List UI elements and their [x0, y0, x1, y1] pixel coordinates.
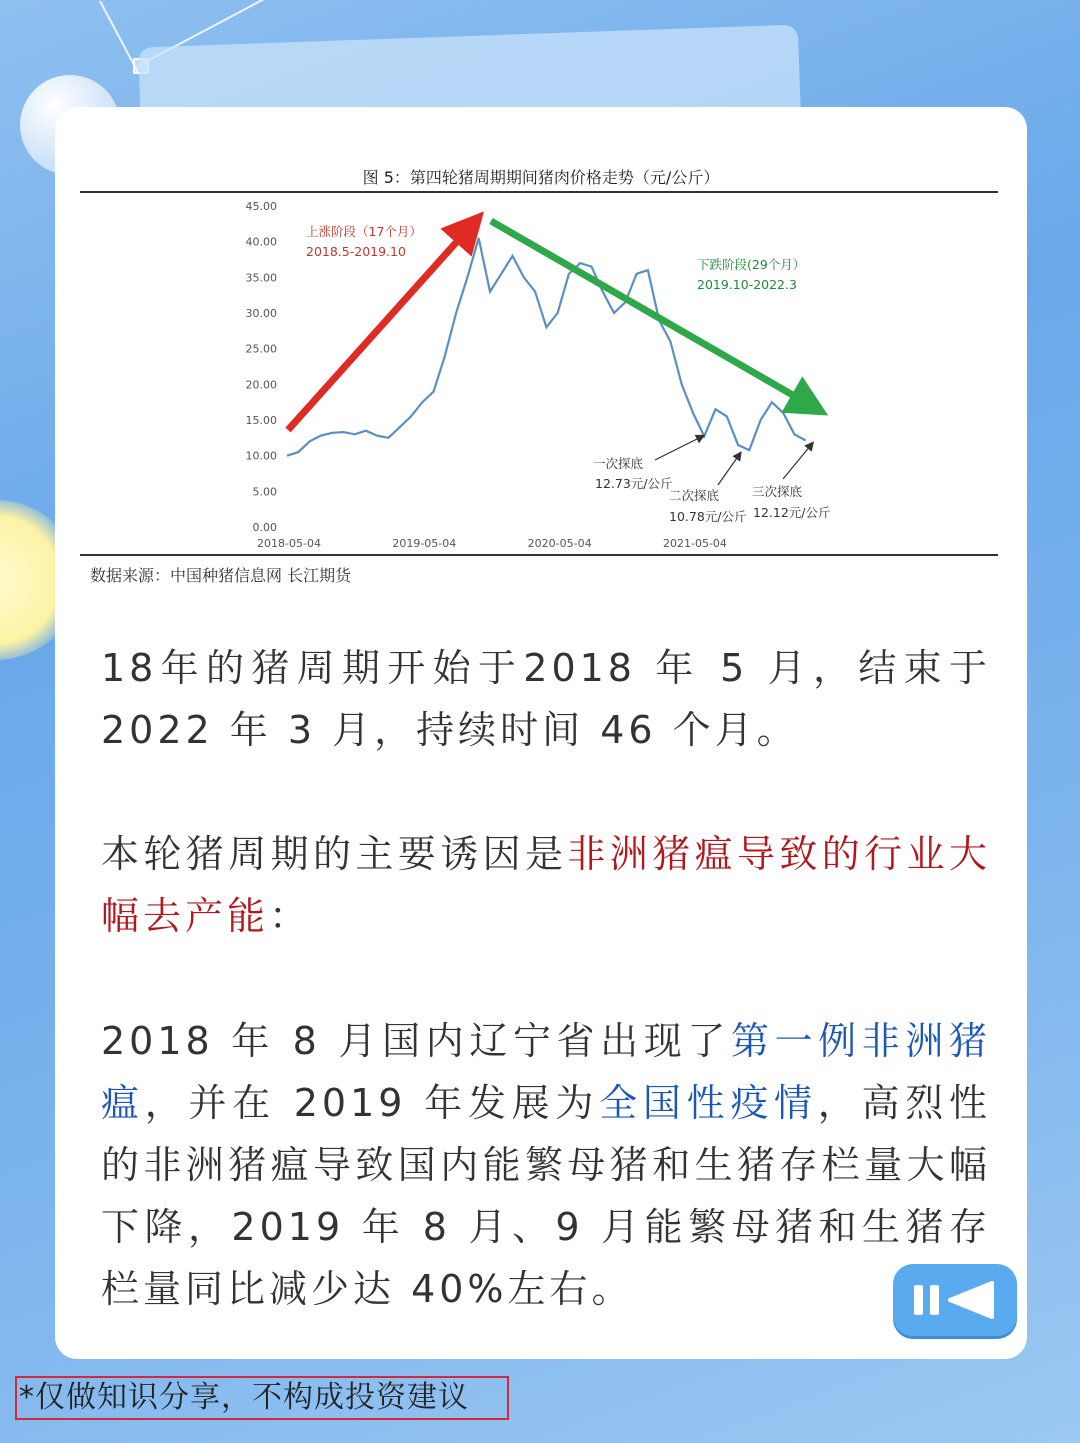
y-tick-label: 30.00: [245, 307, 277, 320]
y-tick-label: 40.00: [245, 235, 277, 249]
chart-figure: [55, 107, 1027, 607]
paragraph-cycle-duration: [101, 637, 991, 761]
chart-source: 数据来源：中国种猪信息网 长江期货: [90, 566, 352, 585]
details-text-a: 2018 年 8 月国内辽宁省出现了: [101, 1019, 731, 1063]
annotation-trough-2: 二次探底: [669, 488, 720, 503]
annotation-trough-1-value: 12.73元/公斤: [595, 476, 673, 491]
cause-highlight: 非洲猪瘟导致的行业大幅去产能: [101, 832, 991, 938]
details-highlight-national: 全国性疫情: [599, 1081, 818, 1125]
annotation-rise-period: 2018.5-2019.10: [306, 244, 406, 259]
trough-3-pointer: [783, 445, 811, 479]
cause-colon: ：: [269, 894, 312, 938]
annotation-rise-stage: 上涨阶段（17个月）: [306, 224, 422, 239]
y-tick-label: 0.00: [252, 521, 277, 534]
disclaimer: *仅做知识分享，不构成投资建议: [15, 1376, 509, 1420]
cause-text: 本轮猪周期的主要诱因是: [101, 832, 568, 876]
chart-title: 图 5：第四轮猪周期期间猪肉价格走势（元/公斤）: [362, 168, 720, 187]
y-tick-label: 35.00: [245, 271, 277, 285]
price-chart: [55, 107, 1027, 607]
y-tick-label: 45.00: [245, 200, 277, 213]
details-text-c: ，高烈性的非洲猪瘟导致国内能繁母猪和生猪存栏量大幅下降，2019 年 8 月、9 月能繁母猪和生猪存栏量同比减少达 40%左右。: [101, 1081, 991, 1311]
paragraph-cause: [101, 823, 991, 947]
annotation-trough-1: 一次探底: [593, 456, 644, 471]
x-tick-label: 2018-05-04: [257, 537, 321, 550]
trough-2-pointer: [718, 455, 739, 485]
annotation-trough-3-value: 12.12元/公斤: [753, 505, 831, 520]
pause-rewind-icon: [910, 1275, 1000, 1325]
annotation-fall-period: 2019.10-2022.3: [697, 277, 797, 292]
annotation-fall-stage: 下跌阶段(29个月）: [697, 257, 806, 272]
trough-1-pointer: [655, 437, 701, 460]
annotation-trough-2-value: 10.78元/公斤: [669, 509, 747, 524]
x-tick-label: 2020-05-04: [527, 537, 592, 550]
y-tick-label: 15.00: [245, 414, 277, 427]
paragraph-1-text: 18年的猪周期开始于2018 年 5 月，结束于2022 年 3 月，持续时间 46 个月。: [101, 646, 991, 752]
y-tick-label: 25.00: [245, 342, 277, 356]
annotation-trough-3: 三次探底: [752, 484, 803, 499]
x-tick-label: 2019-05-04: [392, 537, 457, 550]
details-highlight-first-case: 第一例非洲猪瘟: [101, 1019, 991, 1125]
y-tick-label: 20.00: [245, 378, 277, 392]
y-tick-label: 5.00: [252, 485, 277, 499]
pause-rewind-button[interactable]: [893, 1264, 1017, 1336]
details-text-b: ，并在 2019 年发展为: [144, 1081, 600, 1125]
down-trend-arrow: [491, 221, 810, 405]
x-tick-label: 2021-05-04: [662, 537, 727, 550]
chart-bottom-rule: [80, 554, 998, 556]
y-tick-label: 10.00: [245, 449, 277, 463]
content-card: [55, 107, 1027, 1359]
paragraph-details: [101, 1010, 991, 1320]
